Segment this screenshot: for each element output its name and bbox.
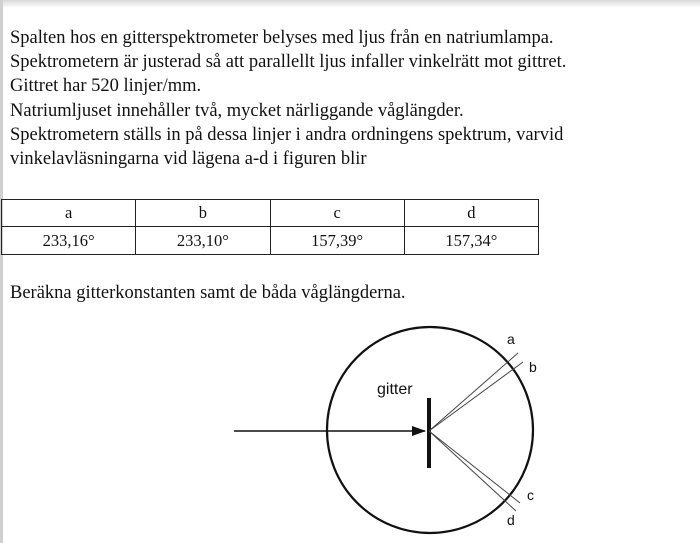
ray-d (429, 431, 516, 511)
question-text: Beräkna gitterkonstanten samt de båda våglängderna. (10, 283, 406, 303)
label-c: c (527, 487, 534, 503)
problem-line: Spalten hos en gitterspektrometer belyses med ljus från en natriumlampa. (10, 28, 554, 48)
value-d: 157,34° (404, 227, 538, 255)
value-c: 157,39° (270, 227, 404, 255)
problem-line: Spektrometern är justerad så att parallellt ljus infaller vinkelrätt mot gittret. (10, 52, 567, 73)
header-b: b (136, 200, 270, 227)
problem-line: Natriumljuset innehåller två, mycket närliggande våglängder. (10, 100, 464, 121)
ray-c (429, 431, 520, 503)
label-a: a (507, 331, 515, 347)
label-d: d (507, 512, 515, 528)
label-b: b (529, 359, 537, 375)
problem-line: vinkelavläsningarna vid lägena a-d i figuren blir (10, 149, 367, 170)
ray-b (429, 362, 523, 431)
problem-line: Spektrometern ställs in på dessa linjer i andra ordningens spektrum, varvid (10, 124, 564, 145)
value-b: 233,10° (136, 227, 270, 255)
header-c: c (270, 200, 404, 227)
ray-a (429, 353, 518, 431)
header-a: a (2, 200, 136, 227)
header-d: d (404, 200, 538, 227)
grating-label: gitter (377, 381, 413, 398)
value-a: 233,16° (2, 227, 136, 255)
problem-line: Gittret har 520 linjer/mm. (10, 76, 202, 97)
